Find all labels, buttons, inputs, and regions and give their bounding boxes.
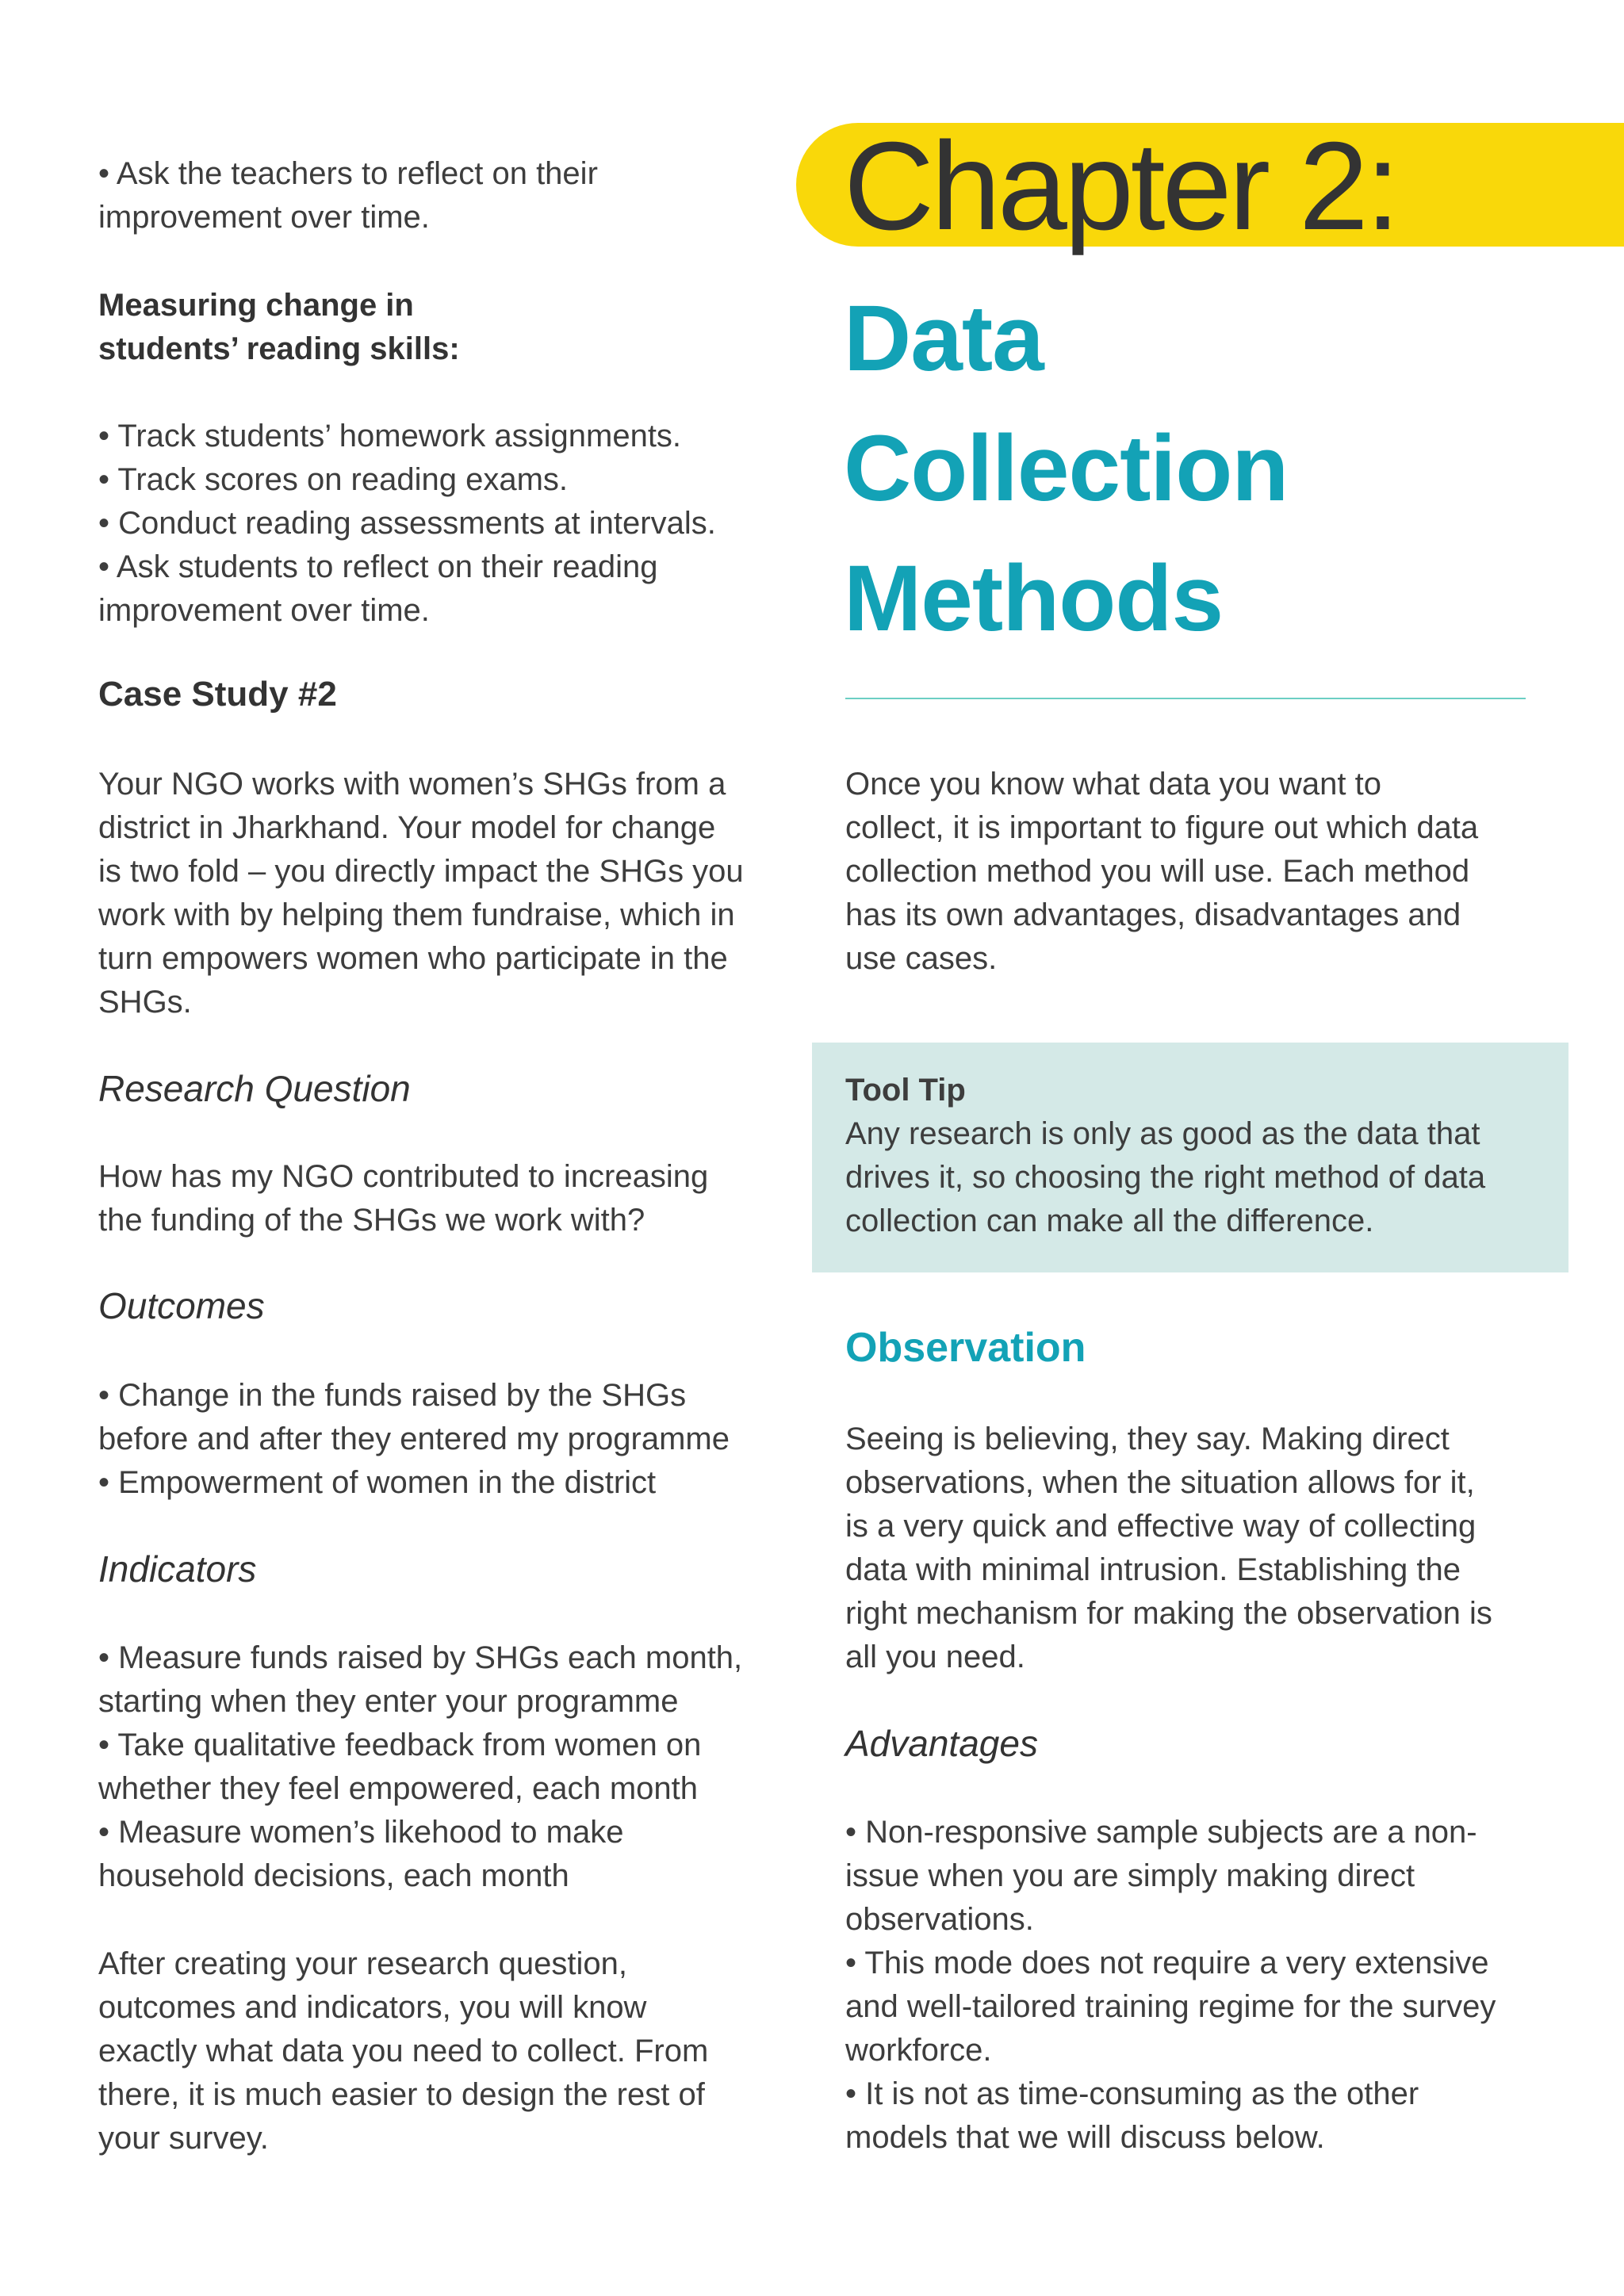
case-study-text: Your NGO works with women’s SHGs from a district in Jharkhand. Your model for change is two fold – you directly impact the SHGs you work with by helping them fundraise, which in turn empowers women who participate in the SHGs. — [98, 767, 744, 1020]
tool-tip-title: Tool Tip — [845, 1073, 966, 1108]
advantages-heading: Advantages — [845, 1723, 1038, 1764]
closing-text: After creating your research question, outcomes and indicators, you will know exactly what data you need to collect. From there, it is much easier to design the rest of your survey. — [98, 1946, 709, 2156]
reading-bullets: • Track students’ homework assignments. • Track scores on reading exams. • Conduct reading assessments at intervals. • Ask students to reflect on their reading improvement over time. — [98, 419, 716, 628]
intro-bullet: • Ask the teachers to reflect on their improvement over time. — [98, 156, 598, 235]
outcomes-heading: Outcomes — [98, 1285, 265, 1326]
chapter-label: Chapter 2: — [844, 117, 1397, 256]
measuring-heading: Measuring change in students’ reading skills: — [98, 288, 460, 366]
case-study-heading: Case Study #2 — [98, 675, 337, 714]
advantages-text: • Non-responsive sample subjects are a non- issue when you are simply making direct observations. • This mode does not require a very extensive and well-tailored training regime for the survey workforce. • It is not as time-consuming as the other models that we will discuss below. — [845, 1815, 1496, 2155]
research-question-text: How has my NGO contributed to increasing the funding of the SHGs we work with? — [98, 1159, 709, 1238]
observation-heading: Observation — [845, 1325, 1086, 1371]
chapter-intro-text: Once you know what data you want to collect, it is important to figure out which data collection method you will use. Each method has its own advantages, disadvantages and use cases. — [845, 767, 1479, 976]
tool-tip-content: Tool Tip Any research is only as good as the data that drives it, so choosing the right method of data collection can make all the difference. — [845, 1069, 1485, 1243]
title-divider — [845, 698, 1526, 699]
observation-text: Seeing is believing, they say. Making direct observations, when the situation allows for it, is a very quick and effective way of collecting data with minimal intrusion. Establishing the right mechanism for making the observation is all you need. — [845, 1422, 1492, 1674]
indicators-text: • Measure funds raised by SHGs each month, starting when they enter your programme • Take qualitative feedback from women on whether they feel empowered, each month • Measure women’s likehood to make household decisions, each month — [98, 1640, 743, 1893]
research-question-heading: Research Question — [98, 1068, 411, 1109]
chapter-title: Data Collection Methods — [844, 286, 1289, 651]
indicators-heading: Indicators — [98, 1548, 257, 1590]
outcomes-text: • Change in the funds raised by the SHGs before and after they entered my programme • Empowerment of women in the district — [98, 1378, 730, 1500]
